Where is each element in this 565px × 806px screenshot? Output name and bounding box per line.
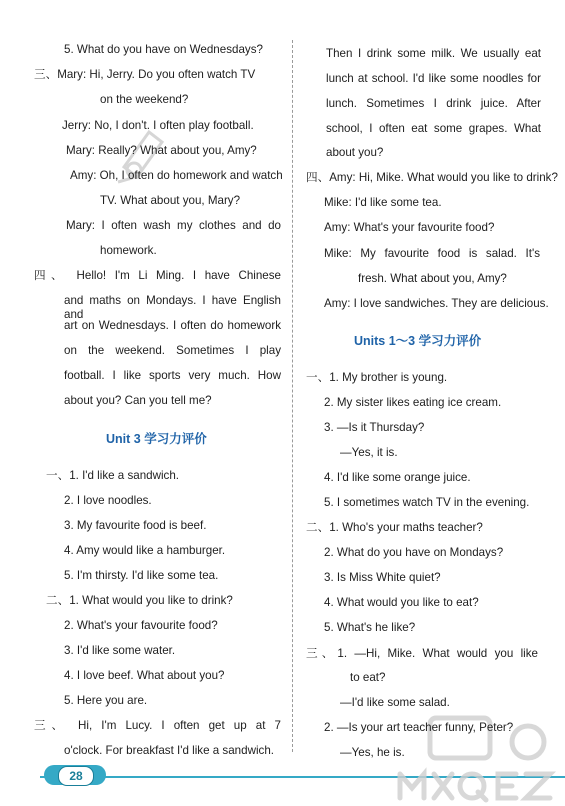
left-heading: Unit 3 学习力评价	[106, 432, 207, 446]
text-line: Mary: I often wash my clothes and do	[66, 219, 281, 232]
text-line: about you?	[326, 146, 384, 159]
text-line: Amy: What's your favourite food?	[324, 221, 495, 234]
column-divider	[292, 40, 293, 752]
text-line: 2. What's your favourite food?	[64, 619, 218, 632]
text-line: to eat?	[350, 671, 386, 684]
text-line: 一、1. My brother is young.	[306, 371, 448, 384]
text-line: about you? Can you tell me?	[64, 394, 212, 407]
text-line: 四、Amy: Hi, Mike. What would you like to drink?	[306, 171, 558, 184]
text-line: 三、Mary: Hi, Jerry. Do you often watch TV	[34, 68, 256, 81]
page-number-badge	[44, 765, 106, 785]
text-line: —Yes, he is.	[340, 746, 405, 759]
text-line: Amy: I love sandwiches. They are delicious.	[324, 297, 549, 310]
text-line: 2. I love noodles.	[64, 494, 152, 507]
text-line: 2. —Is your art teacher funny, Peter?	[324, 721, 514, 734]
text-line: 3. —Is it Thursday?	[324, 421, 425, 434]
text-line: —I'd like some salad.	[340, 696, 450, 709]
text-line: 一、1. I'd like a sandwich.	[46, 469, 180, 482]
text-line: 5. What's he like?	[324, 621, 416, 634]
text-line: 5. I sometimes watch TV in the evening.	[324, 496, 530, 509]
text-line: 二、1. Who's your maths teacher?	[306, 521, 483, 534]
text-line: football. I like sports very much. How	[64, 369, 281, 382]
text-line: 四、 Hello! I'm Li Ming. I have Chinese	[34, 269, 281, 282]
text-line: 二、1. What would you like to drink?	[46, 594, 233, 607]
text-line: Mary: Really? What about you, Amy?	[66, 144, 257, 157]
text-line: art on Wednesdays. I often do homework	[64, 319, 281, 332]
text-line: 5. What do you have on Wednesdays?	[64, 43, 263, 56]
text-line: 3. Is Miss White quiet?	[324, 571, 441, 584]
text-line: 2. My sister likes eating ice cream.	[324, 396, 502, 409]
text-line: 4. I love beef. What about you?	[64, 669, 225, 682]
text-line: on the weekend?	[100, 93, 189, 106]
text-line: Mike: I'd like some tea.	[324, 196, 442, 209]
text-line: 3. I'd like some water.	[64, 644, 176, 657]
text-line: o'clock. For breakfast I'd like a sandwich.	[64, 744, 274, 757]
text-line: homework.	[100, 244, 157, 257]
right-heading: Units 1～3 学习力评价	[354, 334, 482, 348]
page-number: 28	[58, 766, 94, 786]
text-line: 5. I'm thirsty. I'd like some tea.	[64, 569, 219, 582]
text-line: lunch at school. I'd like some noodles for	[326, 72, 541, 85]
text-line: 4. What would you like to eat?	[324, 596, 479, 609]
text-line: 2. What do you have on Mondays?	[324, 546, 504, 559]
text-line: Then I drink some milk. We usually eat	[326, 47, 541, 60]
text-line: fresh. What about you, Amy?	[358, 272, 507, 285]
text-line: 5. Here you are.	[64, 694, 148, 707]
text-line: Amy: Oh, I often do homework and watch	[70, 169, 283, 182]
text-line: 三、1. —Hi, Mike. What would you like	[306, 647, 538, 660]
text-line: school, I often eat some grapes. What	[326, 122, 541, 135]
text-line: 三、 Hi, I'm Lucy. I often get up at 7	[34, 719, 281, 732]
text-line: —Yes, it is.	[340, 446, 398, 459]
text-line: on the weekend. Sometimes I play	[64, 344, 281, 357]
text-line: 4. I'd like some orange juice.	[324, 471, 471, 484]
text-line: and maths on Mondays. I have English and	[64, 294, 281, 321]
text-line: Jerry: No, I don't. I often play football.	[62, 119, 254, 132]
text-line: TV. What about you, Mary?	[100, 194, 241, 207]
text-line: 4. Amy would like a hamburger.	[64, 544, 226, 557]
text-line: 3. My favourite food is beef.	[64, 519, 207, 532]
text-line: Mike: My favourite food is salad. It's	[324, 247, 540, 260]
text-line: lunch. Sometimes I drink juice. After	[326, 97, 541, 110]
